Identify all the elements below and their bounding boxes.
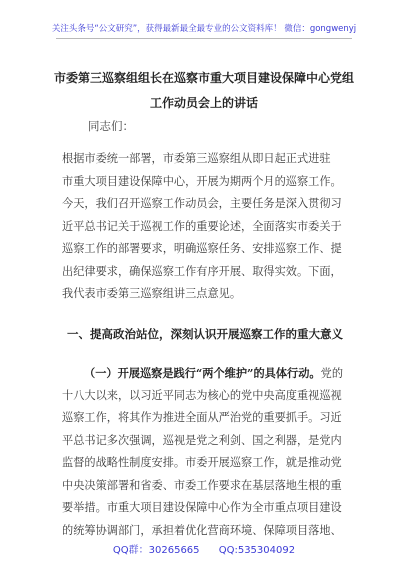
header-divider [56,38,352,39]
paragraph-line: 近平总书记关于巡视工作的重要论述，全面落实市委关于 [62,219,342,233]
paragraph-section1 [62,362,348,542]
title-line: 工作动员会上的讲话 [149,96,258,110]
paragraph-line: 平总书记多次强调，巡视是党之利剑、国之利器，是党内 [62,433,342,447]
paragraph-line: 巡察工作，将其作为推进全面从严治党的重要抓手。习近 [62,411,342,424]
paragraph-line-rest: 党的 [320,367,344,380]
section-heading: 一、提高政治站位，深刻认识开展巡察工作的重大意义 [67,327,343,341]
footer [0,541,408,556]
paragraph-line: 巡察工作的部署要求，明确巡察任务、安排巡察工作、提 [62,242,342,255]
paragraph-line: 中央决策部署和省委、市委工作要求在基层落地生根的重 [62,478,342,492]
title-line: 市委第三巡察组组长在巡察市重大项目建设保障中心党组 [53,71,354,85]
paragraph-line: 十八大以来，以习近平同志为核心的党中央高度重视巡视 [62,388,342,402]
footer-qq: QQ:535304092 [218,545,296,556]
paragraph-line: 根据市委统一部署，市委第三巡察组从即日起正式进驻 [62,152,331,165]
paragraph-line: 我代表市委第三巡察组讲三点意见。 [62,287,242,300]
paragraph-line: 今天，我们召开巡察工作动员会，主要任务是深入贯彻习 [62,197,342,210]
paragraph-line: 要举措。市重大项目建设保障中心作为全市重点项目建设 [62,501,342,514]
footer-qq-group: QQ群：30265665 [112,545,200,556]
paragraph-line: 的统筹协调部门，承担着优化营商环境、保障项目落地、 [62,523,342,537]
salutation: 同志们： [88,119,134,133]
header-banner: 关注头条号“公文研究”，获得最新最全最专业的公文资料库！ 微信：gongwenyj [51,24,357,34]
paragraph-line [62,362,348,385]
paragraph-line: 出纪律要求，确保巡察工作有序开展、取得实效。下面， [62,264,342,278]
subsection-heading: （一）开展巡察是践行“两个维护”的具体行动。 [84,366,321,380]
document-title [40,66,368,116]
paragraph-line: 市重大项目建设保障中心，开展为期两个月的巡察工作。 [62,174,342,188]
paragraph-intro [62,148,348,306]
paragraph-line: 监督的战略性制度安排。市委开展巡察工作，就是推动党 [62,456,342,469]
